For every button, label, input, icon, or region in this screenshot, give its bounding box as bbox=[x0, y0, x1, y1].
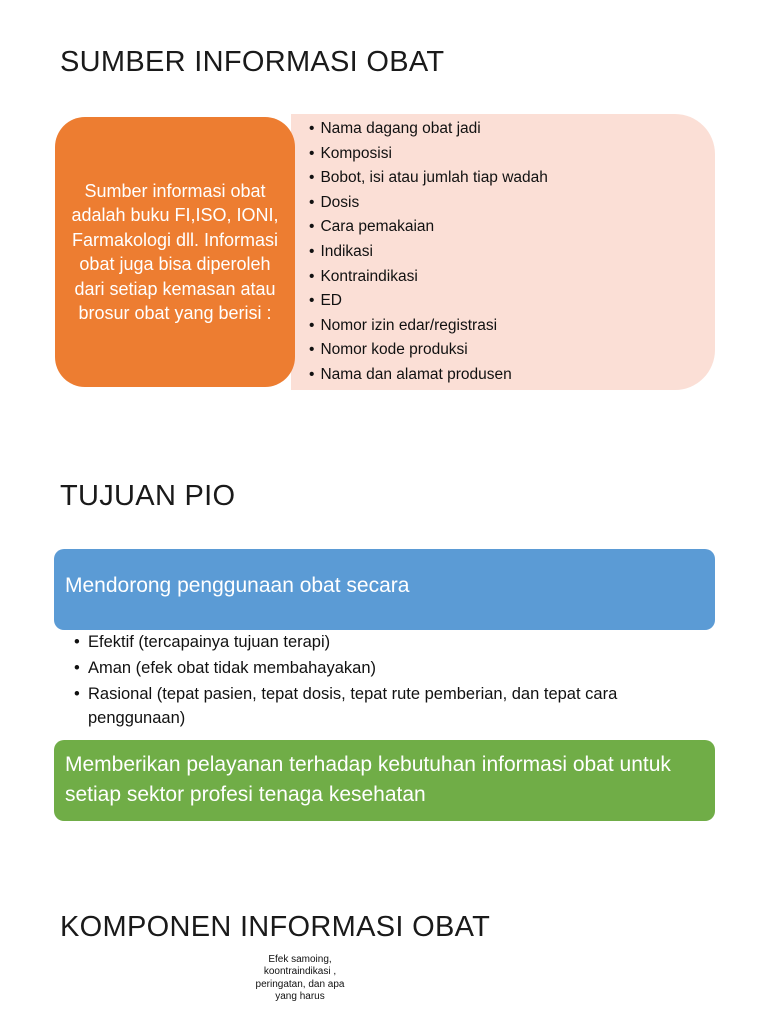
section-title-sumber: SUMBER INFORMASI OBAT bbox=[60, 46, 445, 78]
goal-text-green: Memberikan pelayanan terhadap kebutuhan informasi obat untuk setiap sektor profesi tenaga kesehatan bbox=[65, 753, 671, 806]
source-description-box bbox=[55, 117, 295, 387]
goal-box-green bbox=[54, 740, 715, 821]
list-item: • ED bbox=[309, 289, 548, 314]
list-item: • Dosis bbox=[309, 191, 548, 216]
package-info-list bbox=[309, 117, 548, 388]
component-note: Efek samoing, koontraindikasi , peringatan, dan apa yang harus bbox=[255, 954, 345, 1002]
list-item: • Efektif (tercapainya tujuan terapi) bbox=[74, 630, 714, 654]
list-item: • Cara pemakaian bbox=[309, 215, 548, 240]
section-title-komponen: KOMPONEN INFORMASI OBAT bbox=[60, 911, 491, 943]
list-item: • Nomor izin edar/registrasi bbox=[309, 314, 548, 339]
list-item: • Bobot, isi atau jumlah tiap wadah bbox=[309, 166, 548, 191]
section-title-tujuan: TUJUAN PIO bbox=[60, 480, 236, 512]
goal-bullet-list bbox=[74, 630, 714, 732]
list-item: • Nomor kode produksi bbox=[309, 338, 548, 363]
list-item: • Indikasi bbox=[309, 240, 548, 265]
goal-text-blue: Mendorong penggunaan obat secara bbox=[65, 574, 410, 597]
list-item: • Komposisi bbox=[309, 142, 548, 167]
list-item: • Kontraindikasi bbox=[309, 265, 548, 290]
list-item: • Rasional (tepat pasien, tepat dosis, tepat rute pemberian, dan tepat cara penggunaan) bbox=[74, 682, 714, 730]
goal-box-blue bbox=[54, 549, 715, 630]
list-item: • Nama dagang obat jadi bbox=[309, 117, 548, 142]
list-item: • Nama dan alamat produsen bbox=[309, 363, 548, 388]
list-item: • Aman (efek obat tidak membahayakan) bbox=[74, 656, 714, 680]
source-description-text: Sumber informasi obat adalah buku FI,ISO, IONI, Farmakologi dll. Informasi obat juga bisa diperoleh dari setiap kemasan atau brosur obat yang berisi : bbox=[71, 180, 279, 323]
